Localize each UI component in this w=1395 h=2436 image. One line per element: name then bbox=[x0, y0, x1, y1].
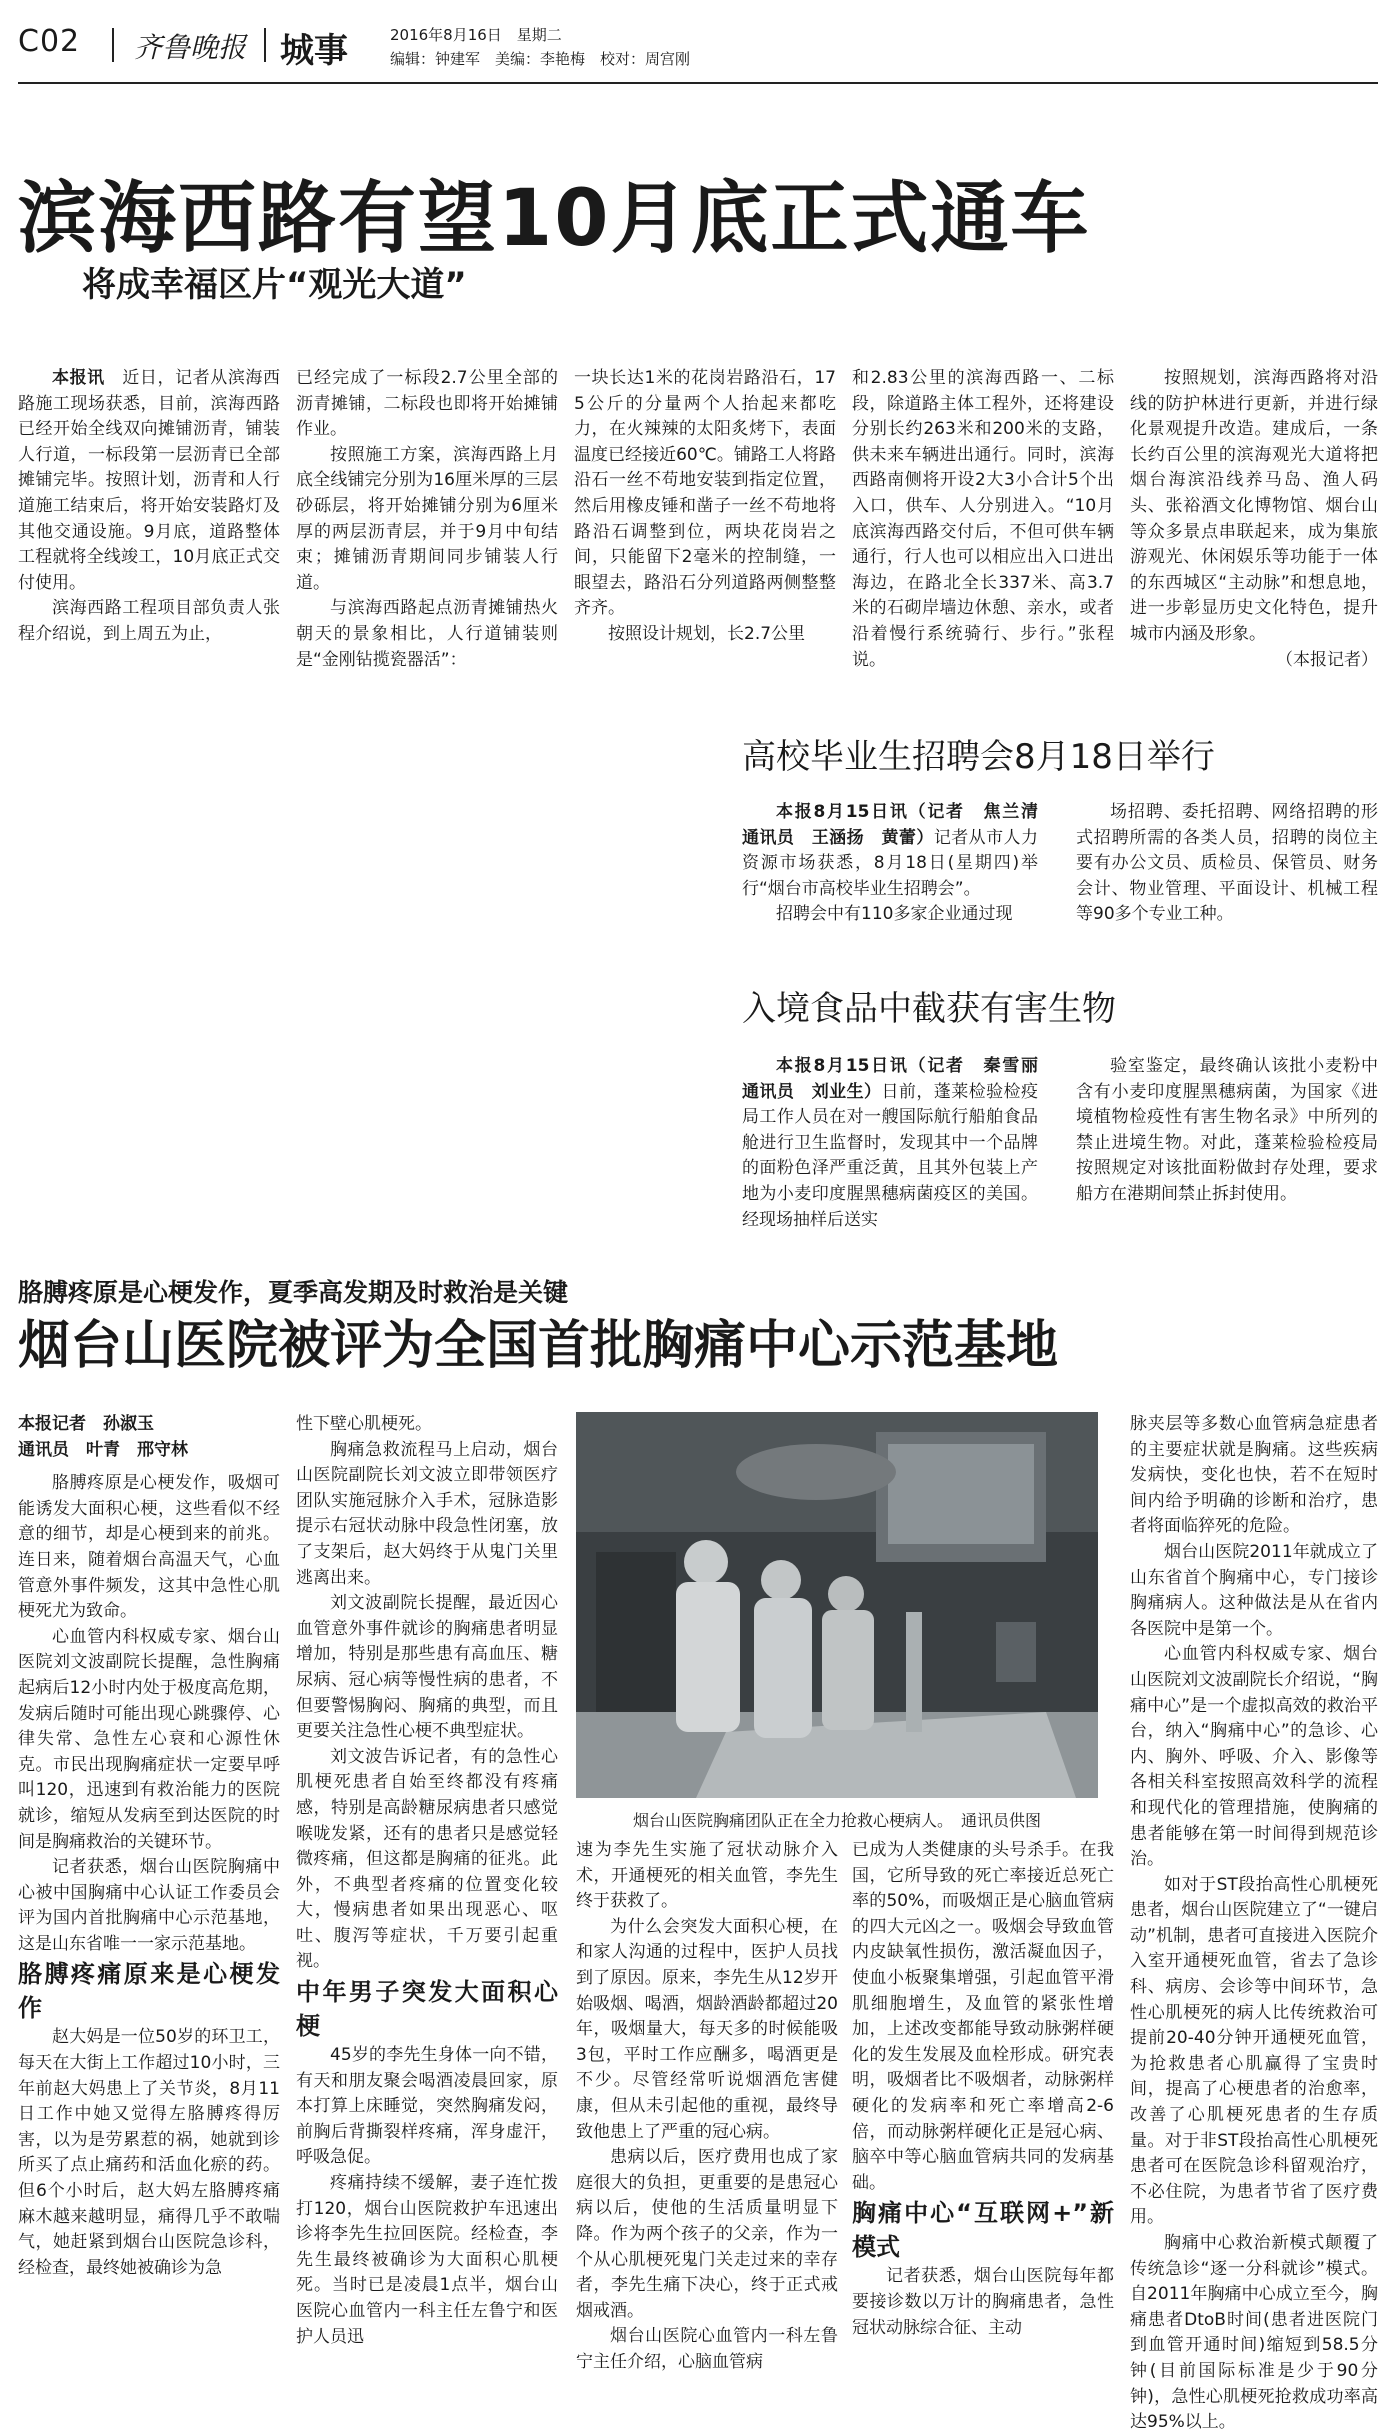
paragraph bbox=[574, 366, 836, 622]
top-rule bbox=[18, 82, 1378, 84]
food-column-2 bbox=[1076, 1054, 1378, 1254]
paragraph bbox=[1130, 1412, 1378, 1540]
paragraph-text: 45岁的李先生身体一向不错，有天和朋友聚会喝酒凌晨回家，原本打算上床睡觉，突然胸痛发闷，前胸后背撕裂样疼痛，浑身虚汗，呼吸急促。 bbox=[296, 2045, 558, 2168]
paragraph bbox=[296, 1745, 558, 1975]
newspaper-name: 齐鲁晚报 bbox=[134, 31, 247, 64]
photo-illustration bbox=[576, 1412, 1098, 1798]
paragraph-text: 按照施工方案，滨海西路上月底全线铺完分别为16厘米厚的三层砂砾层，将开始摊铺分别为6厘米厚的两层沥青层，并于9月中旬结束；摊铺沥青期间同步铺装人行道。 bbox=[296, 444, 558, 593]
paragraph-text: 刘文波副院长提醒，最近因心血管意外事件就诊的胸痛患者明显增加，特别是那些患有高血压、糖尿病、冠心病等慢性病的患者，不但要警惕胸闷、胸痛的典型，而且更要关注急性心梗不典型症状。 bbox=[296, 1593, 558, 1742]
divider bbox=[112, 28, 114, 62]
paragraph bbox=[1076, 800, 1378, 928]
hospital-kicker: 胳膊疼原是心梗发作，夏季高发期及时救治是关键 bbox=[18, 1278, 569, 1307]
hospital-column-2 bbox=[296, 1412, 558, 2378]
paragraph bbox=[18, 1855, 280, 1957]
paragraph bbox=[296, 1438, 558, 1592]
date-line: 2016年8月16日 星期二 bbox=[390, 26, 562, 44]
paragraph bbox=[852, 366, 1114, 673]
paragraph-text: 烟台山医院心血管内一科左鲁宁主任介绍，心脑血管病 bbox=[576, 2326, 838, 2372]
lead-column-5 bbox=[1130, 366, 1378, 670]
paragraph-text: 近日，记者从滨海西路施工现场获悉，目前，滨海西路已经开始全线双向摊铺沥青，铺装人行道，一标段第一层沥青已全部摊铺完毕。按照计划，沥青和人行道施工结束后，将开始安装路灯及其他交通设施。9月底，道路整体工程就将全线竣工，10月底正式交付使用。 bbox=[18, 368, 280, 593]
hospital-subhead-3: 胸痛中心“互联网+”新模式 bbox=[852, 2199, 1114, 2262]
paragraph-text: 招聘会中有110多家企业通过现 bbox=[776, 904, 1013, 925]
hospital-headline: 烟台山医院被评为全国首批胸痛中心示范基地 bbox=[18, 1316, 1059, 1376]
jobfair-column-1 bbox=[742, 800, 1055, 940]
paragraph bbox=[296, 1591, 558, 1745]
jobfair-headline: 高校毕业生招聘会8月18日举行 bbox=[742, 737, 1215, 777]
lead-column-1 bbox=[18, 366, 280, 656]
lead-subheadline: 将成幸福区片“观光大道” bbox=[82, 265, 467, 305]
paragraph-text: 烟台山医院2011年就成立了山东省首个胸痛中心，专门接诊胸痛病人。这种做法是从在省内各医院中是第一个。 bbox=[1130, 1541, 1378, 1639]
paragraph-text: 赵大妈是一位50岁的环卫工，每天在大街上工作超过10小时，三年前赵大妈患上了关节炎，8月11日工作中她又觉得左胳膊疼得厉害，以为是劳累惹的祸，她就到诊所买了点止痛药和活血化瘀的药。但6个小时后，赵大妈左胳膊疼痛麻木越来越明显，痛得几乎不敢喘气，她赶紧到烟台山医院急诊科，经检查，最终她被确诊为急 bbox=[18, 2027, 280, 2278]
food-column-1 bbox=[742, 1054, 1055, 1254]
paragraph bbox=[296, 366, 558, 443]
paragraph bbox=[852, 2264, 1114, 2341]
paragraph-text: 胸痛急救流程马上启动，烟台山医院副院长刘文波立即带领医疗团队实施冠脉介入手术，冠脉造影提示右冠状动脉中段急性闭塞，放了支架后，赵大妈终于从鬼门关里逃离出来。 bbox=[296, 1439, 558, 1588]
paragraph-text: 为什么会突发大面积心梗，在和家人沟通的过程中，医护人员找到了原因。原来，李先生从12岁开始吸烟、喝酒，烟龄酒龄都超过20年，吸烟量大，每天多的时候能吸3包，平时工作应酬多，喝酒更是不少。尽管经常听说烟酒危害健康，但从未引起他的重视，最终导致他患上了严重的冠心病。 bbox=[576, 1916, 838, 2142]
lead-column-4 bbox=[852, 366, 1114, 670]
paragraph bbox=[574, 622, 836, 648]
paragraph-text: 胸痛中心救治新模式颠覆了传统急诊“逐一分科就诊”模式。自2011年胸痛中心成立至今，胸痛患者DtoB时间(患者进医院门到血管开通时间)缩短到58.5分钟(目前国际标准是少于90分钟)，急性心肌梗死抢救成功率高达95%以上。 bbox=[1130, 2233, 1378, 2433]
paragraph bbox=[1076, 1054, 1378, 1208]
hospital-column-1 bbox=[18, 1412, 280, 2378]
byline-reporter: 本报记者 孙淑玉 bbox=[18, 1414, 154, 1434]
hospital-column-5 bbox=[1130, 1412, 1378, 2433]
paragraph bbox=[18, 366, 280, 596]
paragraph-text: 患病以后，医疗费用也成了家庭很大的负担，更重要的是患冠心病以后，使他的生活质量明显下降。作为两个孩子的父亲，作为一个从心肌梗死鬼门关走过来的幸存者，李先生痛下决心，终于正式戒烟戒酒。 bbox=[576, 2147, 838, 2321]
paragraph bbox=[1130, 2231, 1378, 2436]
page-number: C02 bbox=[18, 24, 81, 59]
paragraph-text: 日前，蓬莱检验检疫局工作人员在对一艘国际航行船舶食品舱进行卫生监督时，发现其中一个品牌的面粉色泽严重泛黄，且其外包装上产地为小麦印度腥黑穗病菌疫区的美国。经现场抽样后送实 bbox=[742, 1081, 1038, 1230]
paragraph-text: 和2.83公里的滨海西路一、二标段，除道路主体工程外，还将建设分别长约263米和200米的支路，供未来车辆进出通行。同时，滨海西路南侧将开设2大3小合计5个出入口，供车、人分别进入。“10月底滨海西路交付后，不但可供车辆通行，行人也可以相应出入口进出海边，在路北全长337米、高3.7米的石砌岸墙边休憩、亲水，或者沿着慢行系统骑行、步行。”张程说。 bbox=[852, 368, 1114, 670]
surgery-photo bbox=[576, 1412, 1098, 1798]
paragraph bbox=[1130, 1540, 1378, 1642]
lead-headline: 滨海西路有望10月底正式通车 bbox=[18, 174, 1091, 264]
paragraph bbox=[742, 902, 1038, 928]
hospital-subhead-2: 中年男子突发大面积心梗 bbox=[296, 1978, 558, 2041]
paragraph-text: 按照设计规划，长2.7公里 bbox=[608, 623, 806, 644]
paragraph bbox=[18, 2025, 280, 2281]
lead-column-3 bbox=[574, 366, 836, 656]
paragraph bbox=[1130, 1873, 1378, 2231]
paragraph-text: 滨海西路工程项目部负责人张程介绍说，到上周五为止， bbox=[18, 598, 280, 644]
masthead bbox=[18, 20, 1378, 72]
paragraph-text: 脉夹层等多数心血管病急症患者的主要症状就是胸痛。这些疾病发病快，变化也快，若不在短时间内给予明确的诊断和治疗，患者将面临猝死的危险。 bbox=[1130, 1414, 1378, 1537]
paragraph-text: 记者从市人力资源市场获悉，8月18日(星期四)举行“烟台市高校毕业生招聘会”。 bbox=[742, 827, 1038, 899]
paragraph bbox=[1130, 1642, 1378, 1872]
paragraph bbox=[296, 2043, 558, 2171]
paragraph bbox=[18, 1625, 280, 1855]
paragraph bbox=[1130, 366, 1378, 648]
byline: 本报8月15日讯（记者 焦兰清 通讯员 王涵扬 黄蕾） bbox=[742, 802, 1055, 848]
paragraph-text: 验室鉴定，最终确认该批小麦粉中含有小麦印度腥黑穗病菌，为国家《进境植物检疫性有害生物名录》中所列的禁止进境生物。对此，蓬莱检验检疫局按照规定对该批面粉做封存处理，要求船方在港期间禁止拆封使用。 bbox=[1076, 1056, 1378, 1204]
paragraph bbox=[18, 596, 280, 647]
paragraph bbox=[18, 1471, 280, 1625]
hospital-column-3 bbox=[576, 1838, 838, 2378]
paragraph bbox=[576, 1838, 838, 1915]
paragraph-text: 性下壁心肌梗死。 bbox=[296, 1414, 432, 1434]
paragraph bbox=[1130, 648, 1378, 674]
hospital-subhead-1: 胳膊疼痛原来是心梗发作 bbox=[18, 1960, 280, 2023]
paragraph bbox=[852, 1838, 1114, 2196]
paragraph-text: 按照规划，滨海西路将对沿线的防护林进行更新，并进行绿化景观提升改造。建成后，一条长约百公里的滨海观光大道将把烟台海滨沿线养马岛、渔人码头、张裕酒文化博物馆、烟台山等众多景点串联起来，成为集旅游观光、休闲娱乐等功能于一体的东西城区“主动脉”和想息地，进一步彰显历史文化特色，提升城市内涵及形象。 bbox=[1130, 368, 1378, 644]
paragraph bbox=[296, 443, 558, 597]
paragraph-text: 记者获悉，烟台山医院胸痛中心被中国胸痛中心认证工作委员会评为国内首批胸痛中心示范基地，这是山东省唯一一家示范基地。 bbox=[18, 1857, 280, 1954]
paragraph-text: 与滨海西路起点沥青摊铺热火朝天的景象相比，人行道铺装则是“金刚钻揽瓷器活”： bbox=[296, 598, 558, 670]
paragraph-text: 疼痛持续不缓解，妻子连忙拨打120，烟台山医院救护车迅速出诊将李先生拉回医院。经检查，李先生最终被确诊为大面积心肌梗死。当时已是凌晨1点半，烟台山医院心血管内一科主任左鲁宁和医护人员迅 bbox=[296, 2173, 558, 2347]
paragraph bbox=[576, 1915, 838, 2145]
editors-line: 编辑：钟建军 美编：李艳梅 校对：周宫刚 bbox=[390, 50, 691, 68]
paragraph-text: 已成为人类健康的头号杀手。在我国，它所导致的死亡率接近总死亡率的50%，而吸烟正是心脑血管病的四大元凶之一。吸烟会导致血管内皮缺氧性损伤，激活凝血因子，使血小板聚集增强，引起血管平滑肌细胞增生，及血管的紧张性增加，上述改变都能导致动脉粥样硬化的发生发展及血栓形成。研究表明，吸烟者比不吸烟者，动脉粥样硬化的发病率和死亡率增高2-6倍，而动脉粥样硬化正是冠心病、脑卒中等心脑血管病共同的发病基础。 bbox=[852, 1840, 1114, 2193]
paragraph bbox=[296, 1412, 558, 1438]
paragraph-text: 心血管内科权威专家、烟台山医院刘文波副院长介绍说，“胸痛中心”是一个虚拟高效的救治平台，纳入“胸痛中心”的急诊、心内、胸外、呼吸、介入、影像等各相关科室按照高效科学的流程和现代化的管理措施，使胸痛的患者能够在第一时间得到规范诊治。 bbox=[1130, 1644, 1378, 1870]
paragraph-text: 场招聘、委托招聘、网络招聘的形式招聘所需的各类人员，招聘的岗位主要有办公文员、质检员、保管员、财务会计、物业管理、平面设计、机械工程等90多个专业工种。 bbox=[1076, 802, 1378, 925]
byline: 本报8月15日讯（记者 秦雪丽 通讯员 刘业生） bbox=[742, 1056, 1055, 1102]
paragraph-text: （本报记者） bbox=[1276, 649, 1378, 670]
divider bbox=[264, 28, 266, 62]
paragraph-text: 心血管内科权威专家、烟台山医院刘文波副院长提醒，急性胸痛起病后12小时内处于极度高危期，发病后随时可能出现心跳骤停、心律失常、急性左心衰和心源性休克。市民出现胸痛症状一定要早呼叫120，迅速到有救治能力的医院就诊，缩短从发病至到达医院的时间是胸痛救治的关键环节。 bbox=[18, 1626, 280, 1852]
paragraph bbox=[296, 596, 558, 673]
byline-correspondent: 通讯员 叶青 邢守林 bbox=[18, 1439, 188, 1460]
photo-caption: 烟台山医院胸痛团队正在全力抢救心梗病人。 通讯员供图 bbox=[632, 1811, 1041, 1830]
jobfair-column-2 bbox=[1076, 800, 1378, 940]
paragraph-text: 已经完成了一标段2.7公里全部的沥青摊铺，二标段也即将开始摊铺作业。 bbox=[296, 368, 558, 440]
paragraph bbox=[576, 2324, 838, 2375]
lead-column-2 bbox=[296, 366, 558, 670]
paragraph bbox=[742, 800, 1055, 902]
paragraph-text: 记者获悉，烟台山医院每年都要接诊数以万计的胸痛患者，急性冠状动脉综合征、主动 bbox=[852, 2266, 1114, 2338]
paragraph-text: 刘文波告诉记者，有的急性心肌梗死患者自始至终都没有疼痛感，特别是高龄糖尿病患者只感觉喉咙发紧，还有的患者只是感觉轻微疼痛，但这都是胸痛的征兆。此外，不典型者疼痛的位置变化较大，慢病患者如果出现恶心、呕吐、腹泻等症状，千万要引起重视。 bbox=[296, 1746, 558, 1972]
paragraph bbox=[296, 2171, 558, 2350]
paragraph-text: 如对于ST段抬高性心肌梗死患者，烟台山医院建立了“一键启动”机制，患者可直接进入医院介入室开通梗死血管，省去了急诊科、病房、会诊等中间环节，急性心肌梗死的病人比传统救治可提前20-40分钟开通梗死血管，为抢救患者心肌赢得了宝贵时间，提高了心梗患者的治愈率，改善了心肌梗死患者的生存质量。对于非ST段抬高性心肌梗死患者可在医院急诊科留观治疗，不必住院，为患者节省了医疗费用。 bbox=[1130, 1874, 1378, 2228]
paragraph-text: 胳膊疼原是心梗发作，吸烟可能诱发大面积心梗，这些看似不经意的细节，却是心梗到来的前兆。连日来，随着烟台高温天气，心血管意外事件频发，这其中急性心肌梗死尤为致命。 bbox=[18, 1473, 280, 1622]
food-headline: 入境食品中截获有害生物 bbox=[742, 989, 1116, 1029]
paragraph bbox=[742, 1054, 1055, 1233]
section-name: 城事 bbox=[280, 31, 348, 71]
dateline: 本报讯 bbox=[52, 368, 105, 388]
paragraph bbox=[576, 2145, 838, 2324]
paragraph-text: 速为李先生实施了冠状动脉介入术，开通梗死的相关血管，李先生终于获救了。 bbox=[576, 1840, 838, 1912]
hospital-column-4 bbox=[852, 1838, 1114, 2378]
paragraph-text: 一块长达1米的花岗岩路沿石，175公斤的分量两个人抬起来都吃力，在火辣辣的太阳炙烤下，表面温度已经接近60℃。铺路工人将路沿石一丝不苟地安装到指定位置，然后用橡皮锤和凿子一丝不苟地将路沿石调整到位，两块花岗岩之间，只能留下2毫米的控制缝，一眼望去，路沿石分列道路两侧整整齐齐。 bbox=[574, 368, 836, 619]
